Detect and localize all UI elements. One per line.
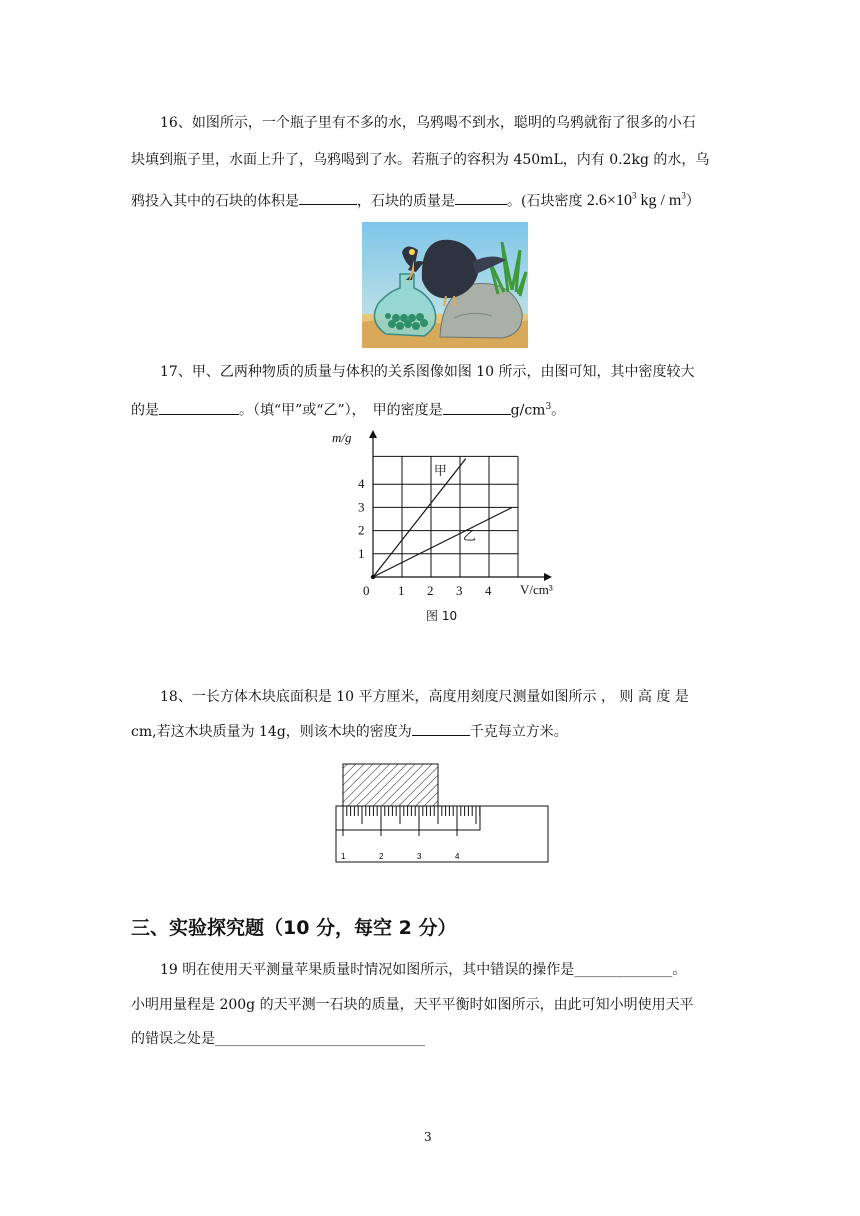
q17-blank-denser[interactable] xyxy=(159,400,239,415)
q19-line3: 的错误之处是______________________________ xyxy=(131,1031,425,1047)
origin-point xyxy=(371,575,375,579)
series-line-yi xyxy=(373,507,512,577)
q18-line2 xyxy=(131,721,568,742)
x-tick-labels xyxy=(363,583,492,598)
q18-blank-density[interactable] xyxy=(412,721,470,736)
q16-blank-mass[interactable] xyxy=(455,190,507,205)
q17-line2-exp: 3 xyxy=(545,402,552,412)
q17-line2-c: g/cm xyxy=(510,402,546,419)
ruler-ticks xyxy=(343,806,480,836)
x-tick-label: 0 xyxy=(363,583,370,598)
q17-line2 xyxy=(131,397,565,421)
x-tick-label: 4 xyxy=(485,583,492,598)
series-label: 乙 xyxy=(462,527,476,543)
q17-line2-end: 。 xyxy=(551,402,566,419)
wood-block xyxy=(343,764,438,806)
crow-illustration xyxy=(362,222,528,348)
y-tick-label: 3 xyxy=(358,499,365,515)
y-axis-arrow xyxy=(369,430,377,438)
ruler-label: 4 xyxy=(455,852,460,861)
q16-line3 xyxy=(131,186,700,211)
x-tick-label: 2 xyxy=(427,583,434,598)
density-exp: 3 xyxy=(631,191,637,201)
chart-series xyxy=(373,459,512,577)
mass-volume-chart xyxy=(330,428,560,600)
density-unit-exp: 3 xyxy=(681,191,686,201)
x-tick-label: 3 xyxy=(456,583,463,598)
density-value: 2.6×10 xyxy=(586,192,632,210)
y-axis-label: m/g xyxy=(332,430,352,445)
q16-line2: 块填到瓶子里，水面上升了，乌鸦喝到了水。若瓶子的容积为 450mL，内有 0.2kg 的水，乌 xyxy=(131,152,710,168)
q16-line3-a: 鸦投入其中的石块的体积是 xyxy=(131,193,299,210)
y-tick-label: 2 xyxy=(358,522,365,538)
q18-line1: 18、一长方体木块底面积是 10 平方厘米，高度用刻度尺测量如图所示 ， 则 高 度 是 xyxy=(160,689,689,705)
q16-density-formula xyxy=(587,192,686,209)
x-tick-label: 1 xyxy=(398,583,405,598)
y-tick-labels xyxy=(358,476,365,561)
section-heading: 三、实验探究题（10 分，每空 2 分） xyxy=(131,917,457,939)
ruler-labels xyxy=(341,852,460,861)
series-label: 甲 xyxy=(433,462,447,478)
q16-line1: 16、如图所示，一个瓶子里有不多的水，乌鸦喝不到水，聪明的乌鸦就衔了很多的小石 xyxy=(160,115,696,131)
q17-line2-a: 的是 xyxy=(131,402,159,419)
q19-line2: 小明用量程是 200g 的天平测一石块的质量，天平平衡时如图所示，由此可知小明使用天平 xyxy=(131,997,694,1013)
y-tick-label: 1 xyxy=(358,545,365,561)
q19-line1: 19 明在使用天平测量苹果质量时情况如图所示，其中错误的操作是______________。 xyxy=(160,962,687,978)
ruler-label: 2 xyxy=(379,852,384,861)
ruler-label: 1 xyxy=(341,852,346,861)
q18-line2-b: 千克每立方米。 xyxy=(469,724,568,740)
q16-line3-c: 。(石块密度 xyxy=(507,193,583,210)
x-axis-arrow xyxy=(544,573,552,581)
q18-line2-a: cm,若这木块质量为 14g，则该木块的密度为 xyxy=(131,724,412,740)
q16-line3-b: ，石块的质量是 xyxy=(357,193,455,210)
q16-blank-volume[interactable] xyxy=(299,190,357,205)
q17-blank-density[interactable] xyxy=(443,400,511,415)
ruler-label: 3 xyxy=(417,852,422,861)
q17-line1: 17、甲、乙两种物质的质量与体积的关系图像如图 10 所示，由图可知，其中密度较大 xyxy=(160,364,695,380)
ruler-figure xyxy=(332,762,552,864)
q17-line2-b: 。（填“甲”或“乙”）， 甲的密度是 xyxy=(239,402,443,419)
y-tick-label: 4 xyxy=(358,476,365,492)
q16-line3-end: ） xyxy=(685,193,700,210)
series-line-jia xyxy=(373,459,466,577)
density-unit: kg / m xyxy=(640,192,682,210)
figure-caption: 图 10 xyxy=(426,609,458,623)
x-axis-label: V/cm³ xyxy=(520,582,553,597)
page-number: 3 xyxy=(424,1130,432,1144)
